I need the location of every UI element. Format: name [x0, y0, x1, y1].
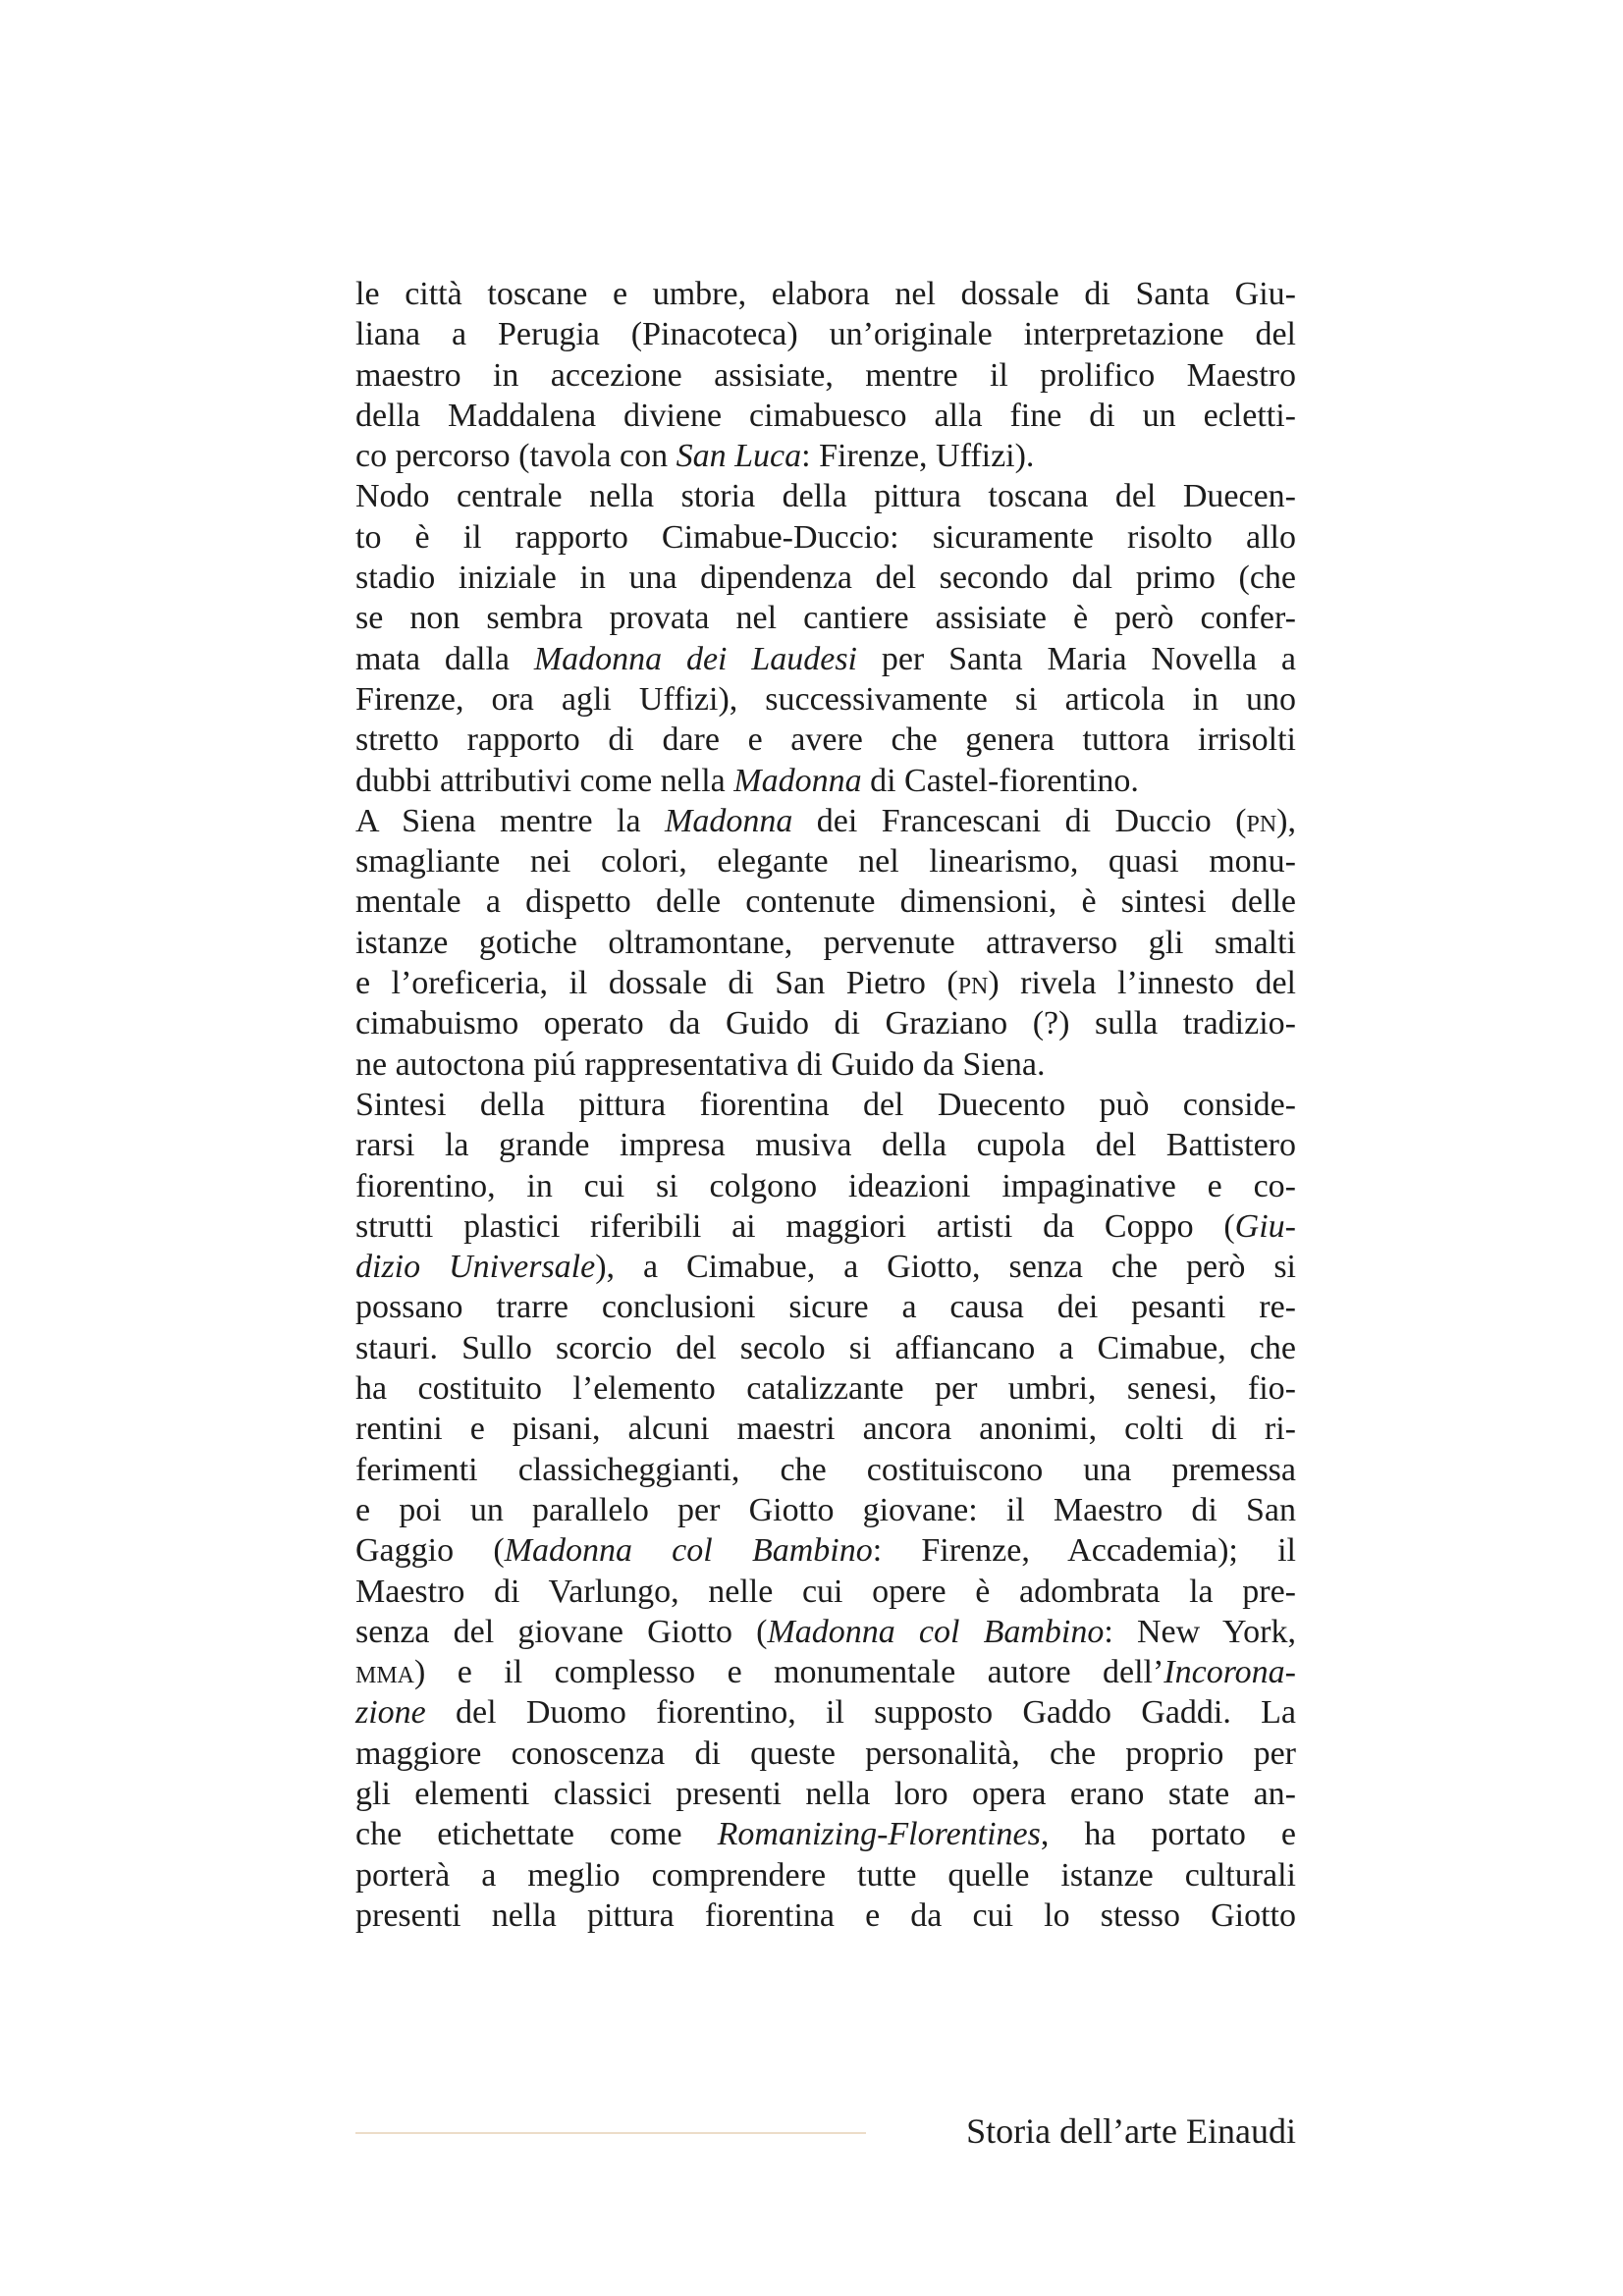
text-line	[355, 679, 1296, 720]
text-segment: strutti plastici riferibili ai maggiori artisti da Coppo (	[355, 1207, 1235, 1245]
text-segment: possano trarre conclusioni sicure a causa dei pesanti re-	[355, 1289, 1296, 1326]
text-segment: : Firenze, Accademia); il	[872, 1532, 1296, 1570]
text-line	[355, 517, 1296, 558]
text-line	[355, 1896, 1296, 1936]
text-segment: per Santa Maria Novella a	[857, 640, 1296, 677]
text-segment: dubbi attributivi come nella	[355, 762, 734, 799]
text-segment: che etichettate come	[355, 1816, 718, 1853]
italic-title: Madonna	[665, 802, 793, 839]
text-line	[355, 1287, 1296, 1327]
text-segment: mentale a dispetto delle contenute dimensioni, è sintesi delle	[355, 883, 1296, 921]
text-line	[355, 558, 1296, 598]
text-segment: stretto rapporto di dare e avere che genera tuttora irrisolti	[355, 721, 1296, 759]
text-line	[355, 923, 1296, 963]
text-line	[355, 1450, 1296, 1490]
text-line	[355, 761, 1296, 801]
text-segment: ha costituito l’elemento catalizzante per umbri, senesi, fio-	[355, 1370, 1296, 1408]
text-segment: smagliante nei colori, elegante nel linearismo, quasi monu-	[355, 843, 1296, 881]
text-line	[355, 355, 1296, 396]
text-line	[355, 1652, 1296, 1692]
text-segment: e l’oreficeria, il dossale di San Pietro (	[355, 965, 958, 1002]
text-segment: del Duomo fiorentino, il supposto Gaddo Gaddi. La	[425, 1694, 1296, 1732]
text-line	[355, 274, 1296, 314]
italic-title: Madonna dei Laudesi	[533, 640, 858, 677]
text-line	[355, 1166, 1296, 1206]
text-segment: co percorso (tavola con	[355, 438, 676, 475]
text-segment: stadio iniziale in una dipendenza del secondo dal primo (che	[355, 560, 1296, 597]
text-segment: to è il rapporto Cimabue-Duccio: sicuramente risolto allo	[355, 518, 1296, 556]
footer-rule	[355, 2132, 866, 2134]
text-line	[355, 963, 1296, 1003]
text-line	[355, 598, 1296, 638]
text-line	[355, 1692, 1296, 1733]
text-segment: ), a Cimabue, a Giotto, senza che però si	[595, 1249, 1296, 1286]
italic-title: Incorona-	[1163, 1654, 1296, 1691]
text-line	[355, 1734, 1296, 1774]
text-line	[355, 1125, 1296, 1165]
text-line	[355, 881, 1296, 922]
text-segment: fiorentino, in cui si colgono ideazioni impaginative e co-	[355, 1167, 1296, 1204]
text-segment: ) rivela l’innesto del	[988, 965, 1296, 1002]
text-line	[355, 801, 1296, 841]
text-line	[355, 1206, 1296, 1247]
text-segment: liana a Perugia (Pinacoteca) un’originale interpretazione del	[355, 316, 1296, 353]
text-line	[355, 1328, 1296, 1368]
text-segment: , ha portato e	[1040, 1816, 1296, 1853]
italic-title: Madonna col Bambino	[504, 1532, 873, 1570]
text-segment: cimabuismo operato da Guido di Graziano (?) sulla tradizio-	[355, 1005, 1296, 1042]
text-segment: A Siena mentre la	[355, 802, 665, 839]
text-line	[355, 1368, 1296, 1409]
text-segment: istanze gotiche oltramontane, pervenute attraverso gli smalti	[355, 924, 1296, 961]
body-text	[355, 274, 1296, 1934]
text-line	[355, 1774, 1296, 1814]
text-segment: maggiore conoscenza di queste personalità, che proprio per	[355, 1735, 1296, 1772]
text-line	[355, 476, 1296, 516]
text-segment: mata dalla	[355, 640, 534, 677]
text-segment: dei Francescani di Duccio (	[792, 802, 1247, 839]
text-segment: rarsi la grande impresa musiva della cupola del Battistero	[355, 1127, 1296, 1164]
text-segment: di Castel-fiorentino.	[861, 762, 1139, 799]
text-segment: Maestro di Varlungo, nelle cui opere è adombrata la pre-	[355, 1573, 1296, 1610]
text-segment: maestro in accezione assisiate, mentre il prolifico Maestro	[355, 356, 1296, 394]
italic-title: San Luca	[676, 438, 802, 475]
italic-title: Romanizing-Florentines	[717, 1816, 1041, 1853]
text-segment: se non sembra provata nel cantiere assisiate è però confer-	[355, 600, 1296, 637]
text-segment: Sintesi della pittura fiorentina del Duecento può conside-	[355, 1086, 1296, 1123]
text-segment: : New York,	[1104, 1613, 1296, 1650]
text-line	[355, 1044, 1296, 1085]
italic-title: zione	[355, 1694, 426, 1732]
text-segment: ne autoctona piú rappresentativa di Guido da Siena.	[355, 1045, 1046, 1083]
text-segment: senza del giovane Giotto (	[355, 1613, 768, 1650]
italic-title: Madonna	[733, 762, 862, 799]
text-segment: porterà a meglio comprendere tutte quelle istanze culturali	[355, 1856, 1296, 1894]
text-segment: stauri. Sullo scorcio del secolo si affiancano a Cimabue, che	[355, 1329, 1296, 1366]
text-segment: Firenze, ora agli Uffizi), successivamente si articola in uno	[355, 680, 1296, 718]
text-segment: presenti nella pittura fiorentina e da cui lo stesso Giotto	[355, 1896, 1296, 1934]
text-segment: le città toscane e umbre, elabora nel dossale di Santa Giu-	[355, 276, 1296, 312]
text-line	[355, 436, 1296, 476]
text-line	[355, 396, 1296, 436]
italic-title: Madonna col Bambino	[767, 1613, 1105, 1650]
text-line	[355, 314, 1296, 354]
text-line	[355, 1530, 1296, 1571]
text-line	[355, 1247, 1296, 1287]
text-line	[355, 720, 1296, 760]
text-segment: e poi un parallelo per Giotto giovane: il Maestro di San	[355, 1491, 1296, 1528]
small-caps-abbrev: pn	[1246, 802, 1277, 839]
text-segment: ) e il complesso e monumentale autore dell’	[414, 1654, 1164, 1691]
italic-title: Giu-	[1234, 1207, 1296, 1245]
text-line	[355, 1814, 1296, 1854]
footer-title: Storia dell’arte Einaudi	[966, 2111, 1296, 2151]
text-segment: Gaggio (	[355, 1532, 505, 1570]
text-segment: rentini e pisani, alcuni maestri ancora anonimi, colti di ri-	[355, 1411, 1296, 1448]
text-line	[355, 1855, 1296, 1896]
text-line	[355, 1490, 1296, 1530]
italic-title: dizio Universale	[355, 1249, 596, 1286]
text-segment: ),	[1276, 802, 1296, 839]
text-segment: gli elementi classici presenti nella loro opera erano state an-	[355, 1775, 1296, 1812]
small-caps-abbrev: pn	[957, 965, 989, 1002]
text-line	[355, 1612, 1296, 1652]
text-line	[355, 1003, 1296, 1043]
text-line	[355, 841, 1296, 881]
text-segment: della Maddalena diviene cimabuesco alla fine di un ecletti-	[355, 397, 1296, 434]
text-segment: : Firenze, Uffizi).	[801, 438, 1035, 475]
text-line	[355, 639, 1296, 679]
small-caps-abbrev: mma	[355, 1654, 415, 1691]
text-line	[355, 1409, 1296, 1449]
text-line	[355, 1085, 1296, 1125]
text-segment: ferimenti classicheggianti, che costituiscono una premessa	[355, 1451, 1296, 1488]
text-segment: Nodo centrale nella storia della pittura toscana del Duecen-	[355, 478, 1296, 515]
text-line	[355, 1572, 1296, 1612]
